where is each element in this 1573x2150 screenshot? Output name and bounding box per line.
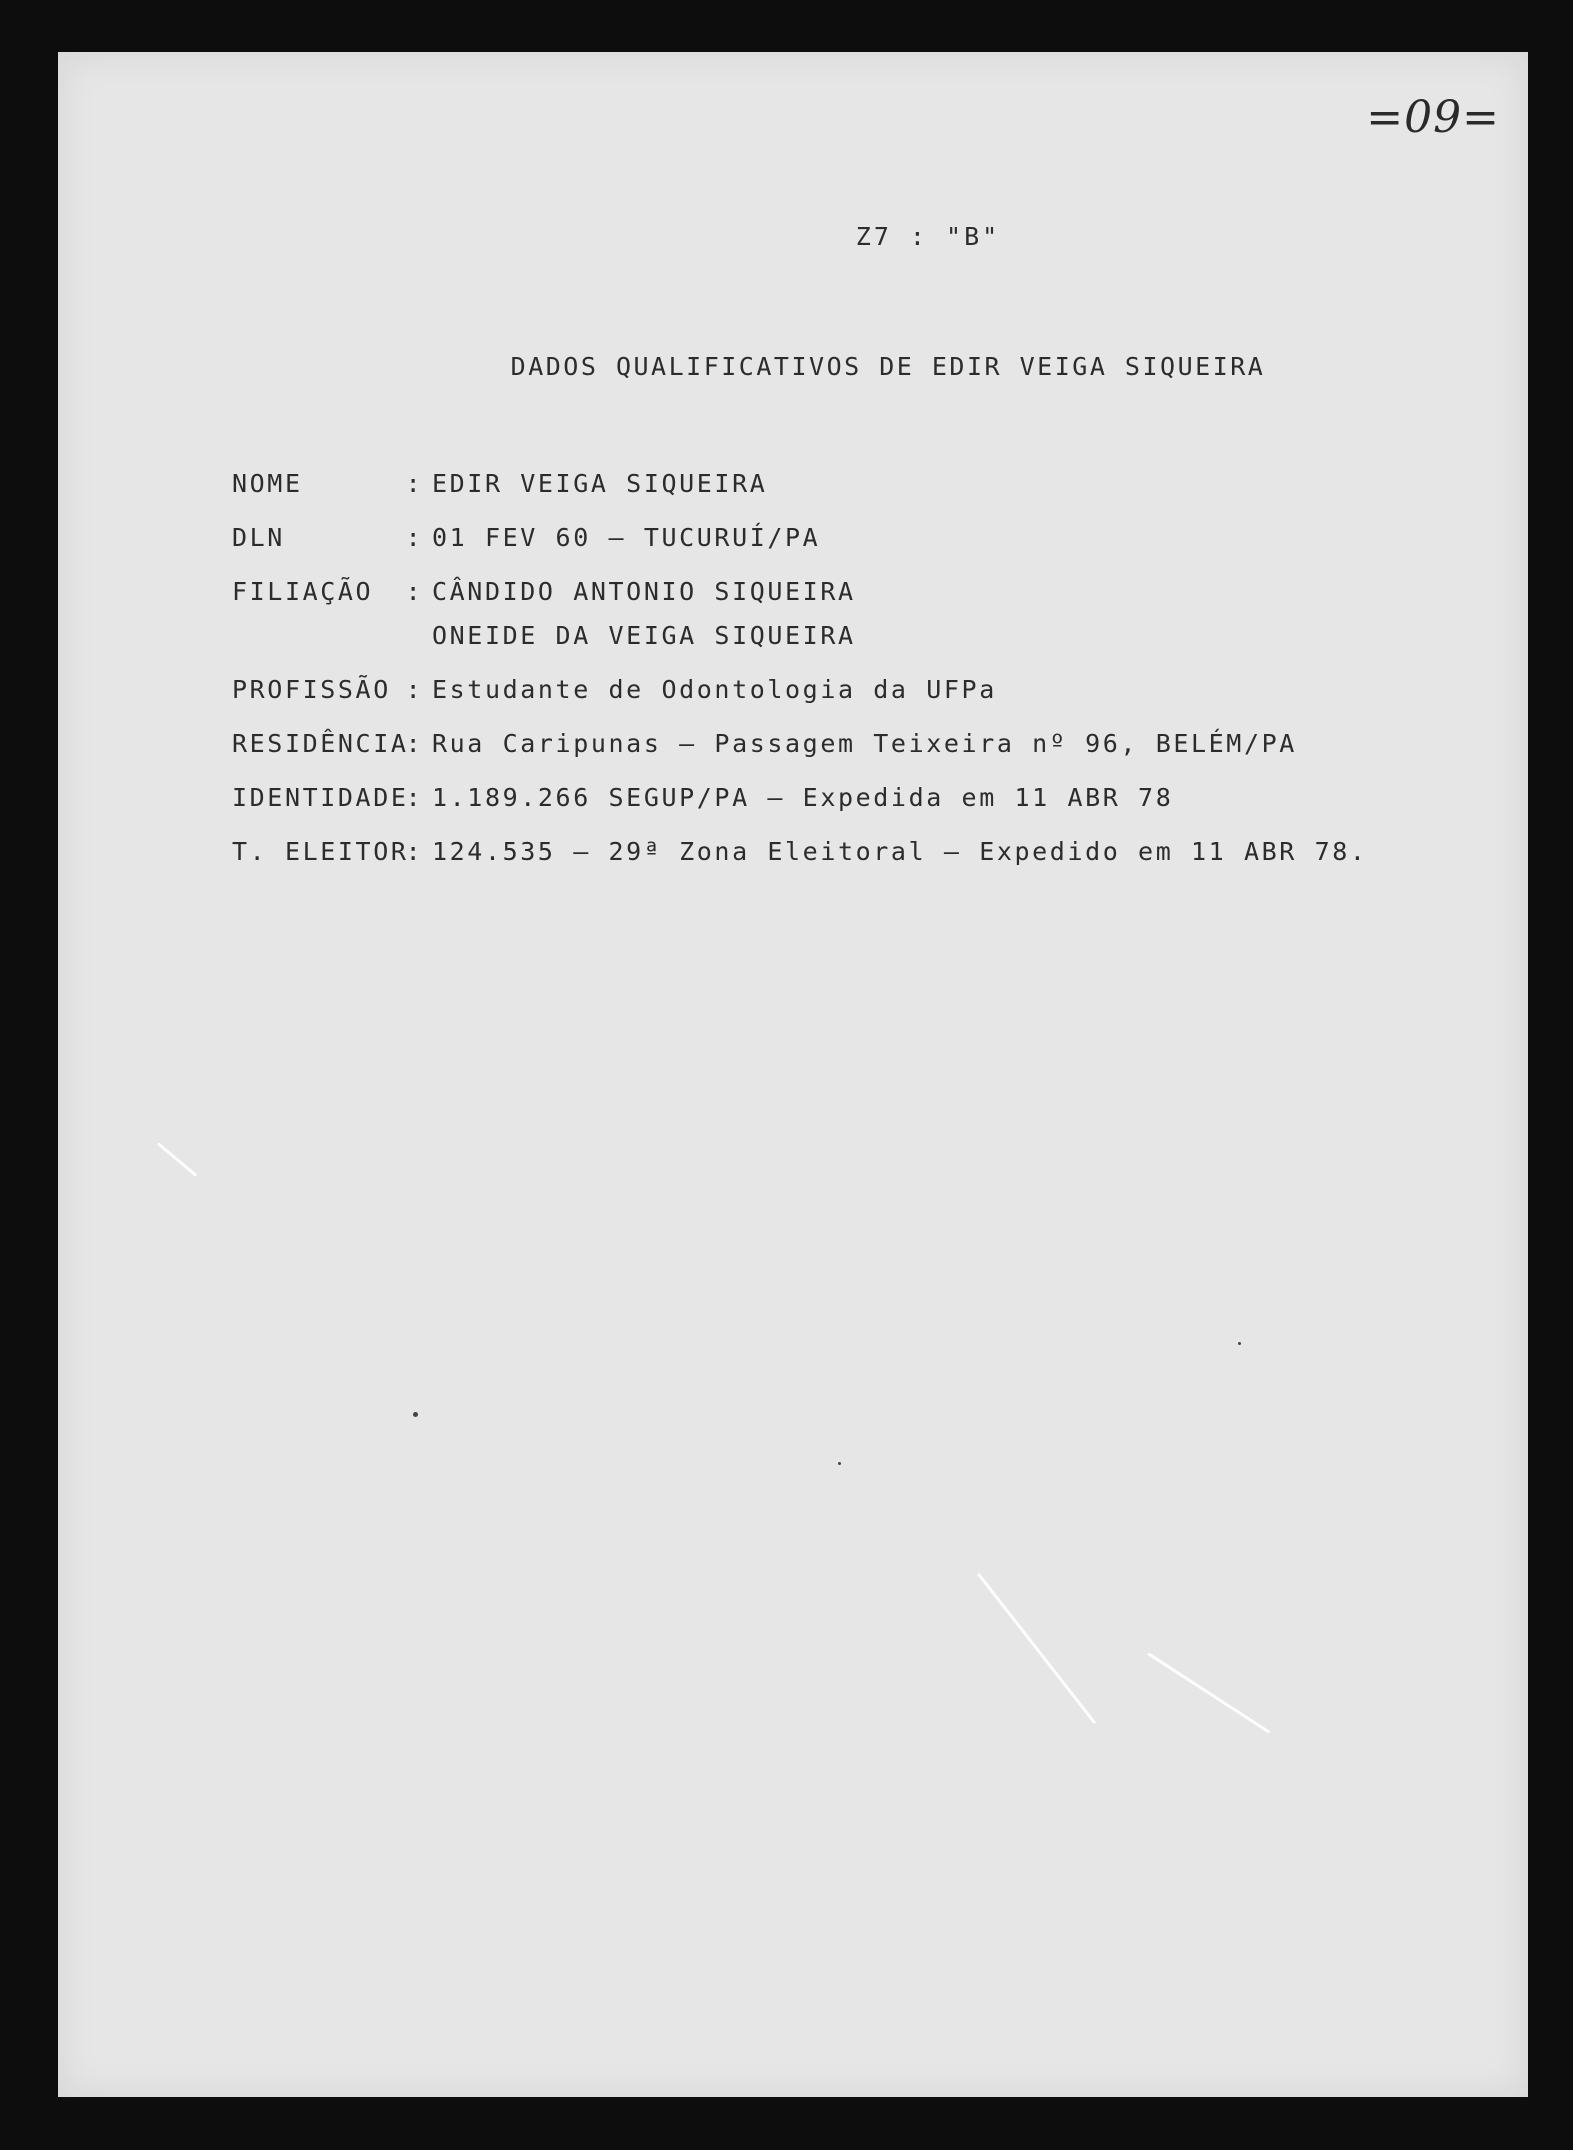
field-label: PROFISSÃO [232,675,391,704]
field-row-identidade [232,776,1482,820]
field-label: DLN [232,523,285,552]
document-page [58,52,1528,2097]
qualification-fields [232,462,1482,884]
scan-scratch [157,1142,197,1176]
document-title: DADOS QUALIFICATIVOS DE EDIR VEIGA SIQUEIRA [510,352,1266,381]
field-value-line: EDIR VEIGA SIQUEIRA [432,469,768,498]
scan-speck [838,1462,841,1465]
field-separator: : [405,783,424,812]
field-value-line: Rua Caripunas – Passagem Teixeira nº 96, BELÉM/PA [432,729,1297,758]
field-value [432,462,1482,506]
field-value-line: 1.189.266 SEGUP/PA – Expedida em 11 ABR 78 [432,783,1174,812]
field-row-titulo-eleitor [232,830,1482,874]
field-separator: : [405,837,424,866]
field-value-line: Estudante de Odontologia da UFPa [432,675,997,704]
field-separator: : [405,729,424,758]
field-label: RESIDÊNCIA [232,729,409,758]
field-row-nome [232,462,1482,506]
field-label: FILIAÇÃO [232,577,374,606]
field-row-profissao [232,668,1482,712]
scan-speck [413,1412,418,1417]
scan-scratch [977,1573,1096,1725]
field-label: IDENTIDADE [232,783,409,812]
field-value [432,830,1482,874]
field-separator: : [405,469,424,498]
field-value [432,570,1482,658]
field-value-line: ONEIDE DA VEIGA SIQUEIRA [432,621,856,650]
header-code: Z7 : "B" [855,222,1001,251]
field-value [432,516,1482,560]
field-label: NOME [232,469,303,498]
scan-speck [1238,1342,1241,1345]
field-row-dln [232,516,1482,560]
field-value-line: CÂNDIDO ANTONIO SIQUEIRA [432,577,856,606]
field-row-residencia [232,722,1482,766]
page-number: =09= [1366,92,1500,143]
field-row-filiacao [232,570,1482,658]
field-value [432,776,1482,820]
field-value-line: 01 FEV 60 – TUCURUÍ/PA [432,523,821,552]
scan-scratch [1147,1652,1270,1733]
field-separator: : [405,675,424,704]
field-value-line: 124.535 – 29ª Zona Eleitoral – Expedido em 11 ABR 78. [432,837,1368,866]
field-value [432,668,1482,712]
field-separator: : [405,577,424,606]
field-separator: : [405,523,424,552]
field-label: T. ELEITOR [232,837,409,866]
field-value [432,722,1482,766]
